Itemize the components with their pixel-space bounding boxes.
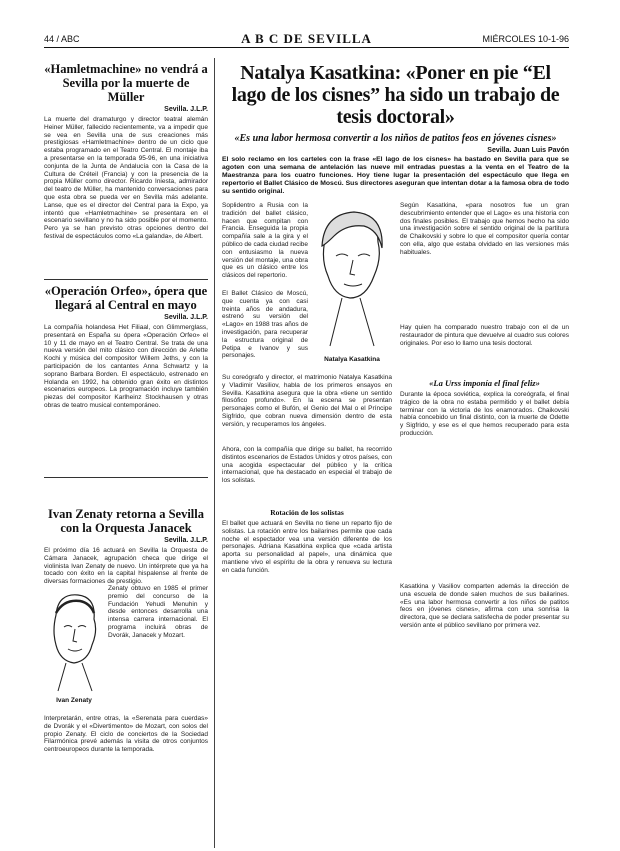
portrait-sketch-icon bbox=[312, 206, 392, 356]
main-article bbox=[222, 62, 569, 832]
article-body: Durante la época soviética, explica la coreógrafa, el final trágico de la obra no estaba permitido y el ballet debía terminar con la victoria de los enamorados. Chaikovski había concebido un final distinto, con la muerte de Odette y Sigfrido, y ese es el que hemos recuperado para esta producción. bbox=[400, 391, 569, 437]
article-byline: Sevilla. J.L.P. bbox=[164, 314, 208, 321]
article-body: Su coreógrafo y director, el matrimonio Natalya Kasatkina y Vladimir Vasiliov, habla de los primeros ensayos en Sevilla. Kasatkina asegura que la obra «tiene un sentido filosófico profundo». En la escena se presentan personajes como el Bufón, el Genio del Mal o el Príncipe Sigfrido, que cobran nueva dimensión dentro de esta versión, y recuperamos los ángeles. bbox=[222, 374, 392, 428]
article-byline: Sevilla. J.L.P. bbox=[164, 106, 208, 113]
main-columns bbox=[222, 202, 569, 832]
article-orfeo bbox=[44, 284, 208, 478]
photo-caption: Ivan Zenaty bbox=[56, 697, 92, 704]
main-lede: El solo reclamo en los carteles con la frase «El lago de los cisnes» ha bastado en Sevilla para que se agoten con una semana de antelación las nueve mil entradas puestas a la venta en el Teatro de la Maestranza para los cuatro funciones. Hoy tiene lugar la presentación del espectáculo que llega en repertorio el Ballet Clásico de Moscú. Sus directores aseguran que intentan dotar a la famosa obra de todo su sentido original. bbox=[222, 156, 569, 195]
article-hamletmachine bbox=[44, 62, 208, 280]
main-byline: Sevilla. Juan Luis Pavón bbox=[487, 147, 569, 154]
main-headline: Natalya Kasatkina: «Poner en pie “El lago de los cisnes” ha sido un trabajo de tesis doctoral» bbox=[231, 62, 560, 128]
main-col-1 bbox=[222, 202, 392, 832]
article-title: «Hamletmachine» no vendrá a Sevilla por la muerte de Müller bbox=[44, 62, 208, 104]
article-title: Ivan Zenaty retorna a Sevilla con la Orquesta Janacek bbox=[47, 507, 205, 535]
subhead-solistas: Rotación de los solistas bbox=[270, 508, 344, 517]
portrait-sketch-icon bbox=[44, 587, 104, 697]
article-body: Según Kasatkina, «para nosotros fue un gran descubrimiento entender que el Lago» es una historia con dos finales posibles. El trabajo que hemos hecho ha sido una investigación sobre el sentido original de la partitura de Chaikovski y sobre lo que el compositor quería contar con ella, algo que estaba olvidado en las versiones más habituales. bbox=[400, 202, 569, 256]
article-body: La compañía holandesa Het Filiaal, con Glimmerglass, presentará en España su ópera «Operación Orfeo» el 10 y 11 de mayo en el Teatro Central. Se trata de una nueva versión del mito clásico con dirección de Arlette Kochi y música del compositor Willem Jeths, y con la participación de los cantantes Anna Schwartz y la soprano Barbara Borden. El espectáculo, estrenado en Holanda en 1992, ha obtenido gran éxito en distintos escenarios europeos. La programación incluye también piezas del compositor Karlheinz Stockhausen y otras obras de teatro musical contemporáneo. bbox=[44, 324, 208, 409]
article-body: Soplidentro a Rusia con la tradición del ballet clásico, hacen que compitan con Francia. Enseguida la propia compañía sale a la gira y el público de cada ciudad recibe con entusiasmo la nueva versión del montaje, una obra que es un clásico entre los clásicos del repertorio. bbox=[222, 202, 308, 280]
article-zenaty bbox=[44, 507, 208, 839]
article-body: El Ballet Clásico de Moscú, que cuenta ya con casi treinta años de andadura, estrenó su versión del «Lago» en 1988 tras años de investigación, para recuperar la estructura original de Petipa e Ivanov y sus personajes. bbox=[222, 290, 308, 360]
article-body: Kasatkina y Vasiliov comparten además la dirección de una escuela de donde salen muchos de sus bailarines. «Es una labor hermosa convertir a los niños de patitos feos en jóvenes cisnes», afirma con una sonrisa la directora, que se declara satisfecha de poder presentar su versión ante el público sevillano por primera vez. bbox=[400, 583, 569, 629]
main-col-2 bbox=[400, 202, 569, 832]
column-divider bbox=[214, 58, 215, 848]
article-body: Ahora, con la compañía que dirige su ballet, ha recorrido distintos escenarios de Estados Unidos y otros países, con una acogida espectacular del público y la crítica internacional, que ha destacado en especial el trabajo de los solistas. bbox=[222, 446, 392, 485]
page-number: 44 / ABC bbox=[44, 34, 80, 44]
article-body: Interpretarán, entre otras, la «Serenata para cuerdas» de Dvorák y el «Divertimento» de Mozart, con solos del propio Zenaty. El ciclo de conciertos de la Sociedad Filarmónica prevé además la visita de otros conjuntos centroeuropeos durante la temporada. bbox=[44, 715, 208, 754]
page-header bbox=[44, 33, 569, 48]
article-body: Zenaty obtuvo en 1985 el primer premio del concurso de la Fundación Yehudi Menuhin y desde entonces desarrolla una intensa carrera internacional. El programa incluirá obras de Dvorák, Janacek y Mozart. bbox=[108, 585, 208, 639]
main-subtitle: «Es una labor hermosa convertir a los niños de patitos feos en jóvenes cisnes» bbox=[234, 133, 557, 144]
article-body: Hay quien ha comparado nuestro trabajo con el de un restaurador de pintura que devuelve al cuadro sus colores originales. Por eso lo llamo una tesis doctoral. bbox=[400, 324, 569, 347]
article-body: La muerte del dramaturgo y director teatral alemán Heiner Müller, fallecido recientemente, va a impedir que se vea en Sevilla una de sus creaciones más prestigiosas «Hamletmachine» dentro de un ciclo que estaba programado en el Teatro Central. El montaje iba a presentarse en la temporada 95-96, en una iniciativa conjunta de la Junta de Andalucía con la Casa de la Cultura de Créteil (Francia) y con la presencia de la propia Müller como director. Ricardo Iniesta, admirador del teatro de Müller, ha mantenido conversaciones para que esta obra se pueda ver en Sevilla más adelante. Lanse, que es el director del Central para la Expo, ya intentó que «Hamletmachine» se presentara en el escenario sevillano y no ha sido posible por el momento. Pero ya se han previsto otras opciones dentro del festival de espectáculos como «La galanda», de Albert. bbox=[44, 116, 208, 240]
kasatkina-portrait bbox=[312, 206, 392, 363]
issue-date: MIÉRCOLES 10-1-96 bbox=[482, 34, 569, 44]
zenaty-portrait bbox=[44, 587, 104, 704]
article-body: El ballet que actuará en Sevilla no tiene un reparto fijo de solistas. La rotación entre los bailarines permite que cada noche el espectador vea una versión diferente de los personajes. Adriana Kasatkina explica que «cada artista aporta su personalidad al papel», una dinámica que mantiene vivo el espíritu de la obra y renueva su lectura en cada función. bbox=[222, 520, 392, 574]
zenaty-photo-block bbox=[44, 585, 208, 715]
article-body: El próximo día 16 actuará en Sevilla la Orquesta de Cámara Janacek, agrupación checa que dirige el violinista Ivan Zenaty de nuevo. Un intérprete que ya ha tocado con éxito en la capital hispalense al frente de diversas formaciones de prestigio. bbox=[44, 547, 208, 585]
article-rule bbox=[44, 279, 208, 280]
article-byline: Sevilla. J.L.P. bbox=[164, 537, 208, 544]
subhead-urss: «La Urss imponía el final feliz» bbox=[429, 378, 540, 388]
article-title: «Operación Orfeo», ópera que llegará al Central en mayo bbox=[44, 284, 208, 312]
kasatkina-photo-block bbox=[222, 202, 392, 372]
article-rule bbox=[44, 477, 208, 478]
section-title: A B C DE SEVILLA bbox=[241, 31, 372, 46]
photo-caption: Natalya Kasatkina bbox=[324, 356, 380, 363]
